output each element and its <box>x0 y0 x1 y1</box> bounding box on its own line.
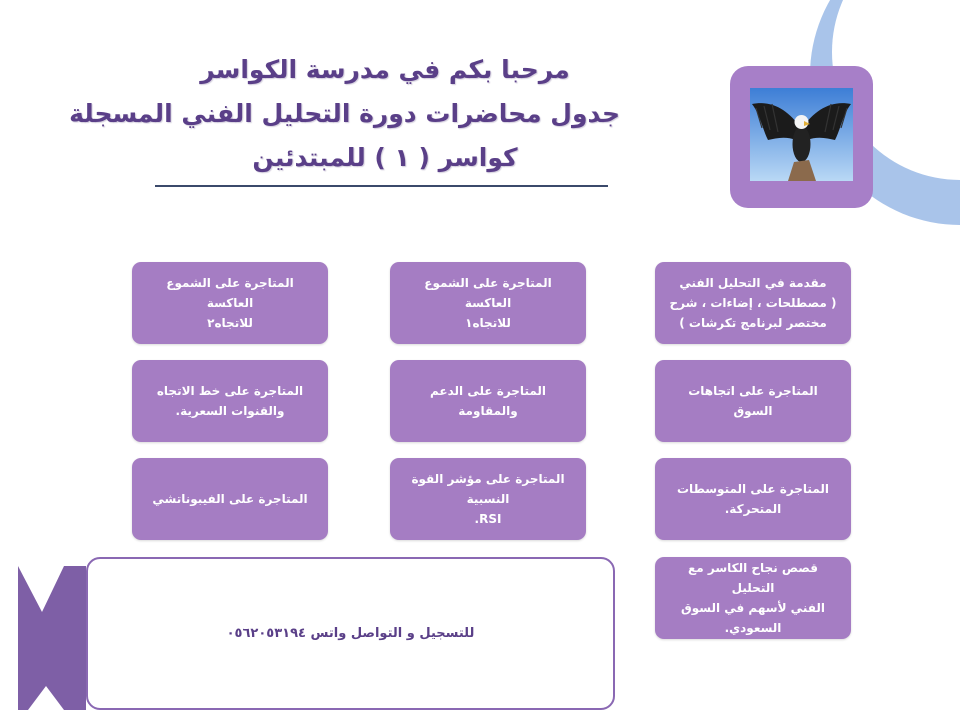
page-title <box>69 48 620 180</box>
eagle-icon <box>750 88 853 181</box>
title-course: كواسر ( ١ ) للمبتدئين <box>252 143 518 172</box>
title-underline <box>155 185 608 187</box>
card-line: المتحركة. <box>724 502 782 516</box>
logo-box <box>730 66 873 208</box>
card-line: المتاجرة على الشموع العاكسة <box>166 276 294 310</box>
card-line: المتاجرة على المتوسطات <box>677 482 829 496</box>
card-line: للاتجاه١ <box>465 316 511 330</box>
lecture-card-rsi <box>390 458 586 540</box>
card-line: للاتجاه٢ <box>207 316 253 330</box>
contact-text: للتسجيل و التواصل واتس ٠٥٦٢٠٥٣١٩٤ <box>226 626 475 641</box>
card-line: المتاجرة على الفيبوناتشي <box>152 492 308 506</box>
card-line: مختصر لبرنامج تكرشات ) <box>679 316 827 330</box>
card-line: RSI. <box>474 512 502 526</box>
chevron-decoration <box>18 566 86 710</box>
card-line: المتاجرة على اتجاهات السوق <box>688 384 818 418</box>
card-line: المتاجرة على خط الاتجاه <box>156 384 304 398</box>
lecture-card-support-resistance <box>390 360 586 442</box>
lecture-card-market-trends <box>655 360 851 442</box>
lecture-card-intro <box>655 262 851 344</box>
card-line: قصص نجاح الكاسر مع التحليل <box>688 561 818 595</box>
card-line: المتاجرة على الدعم والمقاومة <box>429 384 546 418</box>
card-line: ( مصطلحات ، إضاءات ، شرح <box>669 296 837 310</box>
title-welcome: مرحبا بكم في مدرسة الكواسر <box>200 55 570 84</box>
card-line: الفني لأسهم في السوق السعودي. <box>681 601 825 635</box>
lecture-card-trendline <box>132 360 328 442</box>
card-line: والقنوات السعرية. <box>175 404 285 418</box>
lecture-card-moving-averages <box>655 458 851 540</box>
contact-box <box>86 557 615 710</box>
card-line: المتاجرة على الشموع العاكسة <box>424 276 552 310</box>
card-line: المتاجرة على مؤشر القوة النسبية <box>411 472 565 506</box>
lecture-card-candles-1 <box>390 262 586 344</box>
title-schedule: جدول محاضرات دورة التحليل الفني المسجلة <box>69 99 620 128</box>
lecture-card-candles-2 <box>132 262 328 344</box>
lecture-card-success-stories <box>655 557 851 639</box>
card-line: مقدمة في التحليل الفني <box>679 276 827 290</box>
lecture-card-fibonacci <box>132 458 328 540</box>
